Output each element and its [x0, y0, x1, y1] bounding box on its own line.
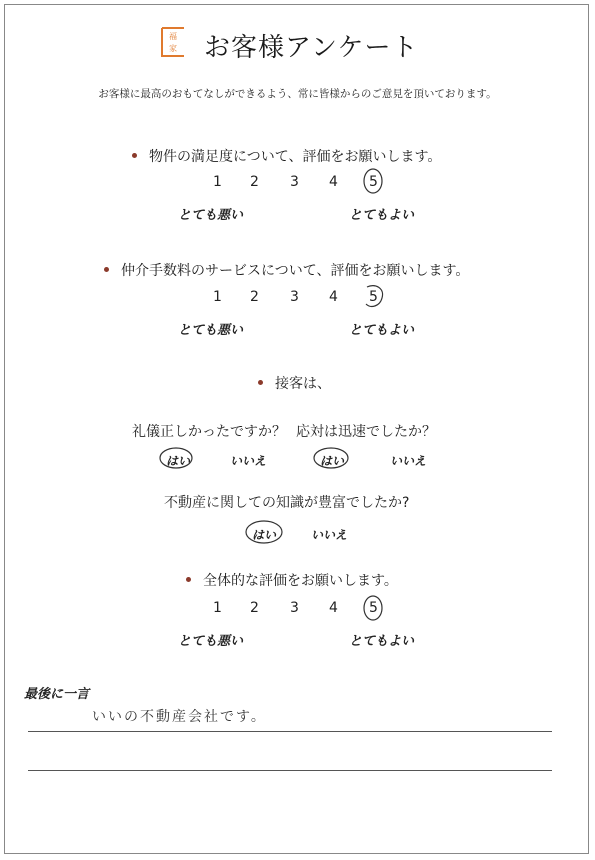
q4-low-label: とても悪い: [178, 634, 244, 649]
q1-low-label: とても悪い: [178, 208, 244, 223]
page-title: お客様アンケート: [204, 33, 419, 63]
q4-option-3[interactable]: 3: [290, 600, 299, 616]
q2-option-4[interactable]: 4: [329, 289, 338, 305]
q1-option-4[interactable]: 4: [329, 174, 338, 190]
comment-line-1: [28, 731, 552, 732]
q4-option-1[interactable]: 1: [213, 600, 222, 616]
q1-option-5[interactable]: 5: [369, 174, 378, 190]
q1-selection-circle: [361, 166, 385, 196]
q3-sub3-no[interactable]: いいえ: [311, 528, 348, 542]
comment-handwritten-text[interactable]: いいの不動産会社です。: [92, 709, 267, 725]
q2-option-5[interactable]: 5: [369, 289, 378, 305]
q3-sub2-selection-circle: [312, 446, 350, 470]
q2-question-text: 仲介手数料のサービスについて、評価をお願いします。: [121, 263, 470, 279]
q3-sub3-selection-circle: [244, 519, 284, 545]
q3-sub1-no[interactable]: いいえ: [230, 454, 267, 468]
q3-heading-text: 接客は、: [275, 376, 331, 392]
svg-text:家: 家: [169, 44, 177, 53]
q2-low-label: とても悪い: [178, 323, 244, 338]
q3-sub1: 礼儀正しかったですか？: [132, 424, 286, 440]
bullet-icon: [186, 577, 191, 582]
svg-text:福: 福: [169, 32, 177, 41]
q2-option-2[interactable]: 2: [250, 289, 259, 305]
q4-selection-circle: [361, 593, 385, 623]
q3-sub3-yes[interactable]: はい: [252, 528, 277, 542]
q4-option-5[interactable]: 5: [369, 600, 378, 616]
q3-sub2: 応対は迅速でしたか？: [296, 424, 436, 440]
q1-option-2[interactable]: 2: [250, 174, 259, 190]
q4-option-2[interactable]: 2: [250, 600, 259, 616]
q4-question-text: 全体的な評価をお願いします。: [203, 573, 398, 589]
bullet-icon: [258, 380, 263, 385]
q2-high-label: とてもよい: [349, 323, 415, 338]
q4-option-4[interactable]: 4: [329, 600, 338, 616]
q1-option-1[interactable]: 1: [213, 174, 222, 190]
q2-selection-circle: [361, 282, 387, 312]
q4-high-label: とてもよい: [349, 634, 415, 649]
q1-question: [132, 146, 441, 166]
q2-option-1[interactable]: 1: [213, 289, 222, 305]
q2-question: [104, 260, 469, 280]
comment-line-2: [28, 770, 552, 771]
q3-sub2-yes[interactable]: はい: [320, 454, 345, 468]
q1-question-text: 物件の満足度について、評価をお願いします。: [149, 149, 442, 165]
company-logo-icon: [160, 26, 186, 58]
q3-sub3: 不動産に関しての知識が豊富でしたか?: [164, 495, 410, 511]
q3-sub1-selection-circle: [158, 446, 194, 470]
bullet-icon: [104, 267, 109, 272]
q3-heading: [258, 373, 331, 393]
q2-option-3[interactable]: 3: [290, 289, 299, 305]
bullet-icon: [132, 153, 137, 158]
q1-option-3[interactable]: 3: [290, 174, 299, 190]
q4-question: [186, 570, 398, 590]
q3-sub2-no[interactable]: いいえ: [390, 454, 427, 468]
q1-high-label: とてもよい: [349, 208, 415, 223]
q3-sub1-yes[interactable]: はい: [166, 454, 191, 468]
comment-title: 最後に一言: [24, 687, 90, 702]
intro-text: お客様に最高のおもてなしができるよう、常に皆様からのご意見を頂いております。: [98, 88, 497, 100]
